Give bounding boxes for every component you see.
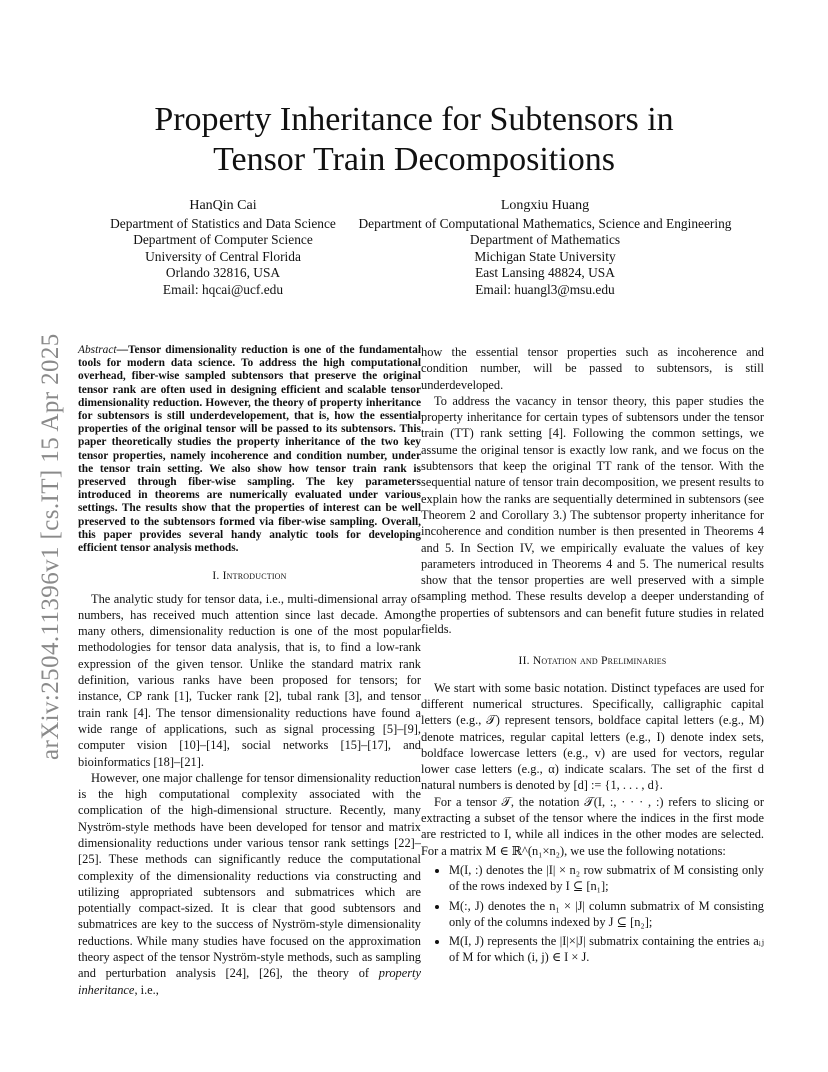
paragraph: To address the vacancy in tensor theory, this paper studies the property inheritance for certain types of subtensors under the tensor train (TT) rank setting [4]. Following the common settings, we assume the original tensor is exactly low rank, and we focus on the subtensors that keep the original TT rank of the tensor. With the sequential nature of tensor train decomposition, we present results to explain how the ranks are sequentially determined in subtensors (see Theorem 2 and Corollary 3.) The subtensor property inheritance for incoherence and condition number is then presented in Theorems 4 and 5. In Section IV, we empirically evaluate the values of key parameters introduced in Theorems 4 and 5. The numerical results show that the tensor properties are well preserved with a simple sampling method. These results develop a deeper understanding of the properties of subtensors and can benefit future studies in related fields.	[421, 393, 764, 637]
paragraph	[78, 770, 421, 998]
abstract-lead: Abstract	[78, 344, 117, 356]
paragraph: For a tensor 𝒯, the notation 𝒯(I, :, · · · , :) refers to slicing or extracting a subset of the tensor where the indices in the first mode are restricted to I, while all indices in the other modes are selected. For a matrix M ∈ ℝ^(n₁×n₂), we use the following notations:	[421, 794, 764, 858]
abstract	[78, 344, 421, 555]
paper-title	[0, 100, 828, 180]
paragraph: We start with some basic notation. Distinct typefaces are used for different numerical structures. Specifically, calligraphic capital letters (e.g., 𝒯) represent tensors, boldface capital letters (e.g., M) denote matrices, regular capital letters (e.g., I) denote index sets, boldface lowercase letters (e.g., v) are used for vectors, regular lower case letters (e.g., α) indicate scalars. The set of the first d natural numbers is denoted by [d] := {1, . . . , d}.	[421, 680, 764, 793]
author-address: Orlando 32816, USA	[165, 265, 281, 281]
left-column	[78, 344, 421, 998]
section-heading-notation: II. Notation and Preliminaries	[518, 654, 667, 668]
notation-list	[421, 862, 764, 966]
author-affiliation: University of Central Florida	[145, 248, 301, 264]
list-item: • M(I, J) represents the |I|×|J| submatrix containing the entries aᵢⱼ of M for which (i, j) ∈ I × J.	[449, 933, 764, 966]
author-affiliation: Michigan State University	[474, 248, 616, 264]
author-affiliation: Department of Mathematics	[469, 232, 621, 248]
author-affiliation: Department of Computer Science	[133, 232, 313, 248]
right-column	[421, 344, 764, 969]
title-line-2: Tensor Train Decompositions	[213, 141, 615, 178]
author-affiliation: Department of Statistics and Data Science	[110, 215, 336, 231]
paragraph: The analytic study for tensor data, i.e., multi-dimensional array of numbers, has received much attention since last decade. Among many others, dimensionality reduction is one of the most popular methodologies for tensor data analysis, that is, to find a low-rank expression of the given tensor. Unlike the standard matrix rank definition, various ranks have been proposed for tensors; for instance, CP rank [1], Tucker rank [2], tubal rank [3], and tensor train rank [4]. The tensor dimensionality reductions have found a wide range of applications, such as signal processing [5]–[9], computer vision [10]–[14], social networks [15]–[17], and bioinformatics [18]–[21].	[78, 591, 421, 769]
author-email: Email: hqcai@ucf.edu	[162, 281, 284, 297]
author-name: HanQin Cai	[189, 198, 257, 213]
emphasis-text: property inheritance	[78, 966, 421, 997]
author-name: Longxiu Huang	[500, 198, 590, 213]
list-item: • M(I, :) denotes the |I| × n₂ row submatrix of M consisting only of the rows indexed by I ⊆ [n₁];	[449, 862, 764, 895]
paragraph-text: , i.e.,	[134, 982, 159, 997]
author-block-2	[340, 198, 750, 299]
arxiv-stamp: arXiv:2504.11396v1 [cs.IT] 15 Apr 2025	[37, 333, 64, 760]
author-block-1	[68, 198, 378, 299]
section-heading-introduction: I. Introduction	[212, 569, 287, 583]
list-item: • M(:, J) denotes the n₁ × |J| column submatrix of M consisting only of the columns indexed by J ⊆ [n₂];	[449, 898, 764, 931]
title-line-1: Property Inheritance for Subtensors in	[154, 101, 674, 138]
author-affiliation: Department of Computational Mathematics, Science and Engineering	[358, 215, 732, 231]
author-email: Email: huangl3@msu.edu	[475, 281, 615, 297]
abstract-body: —Tensor dimensionality reduction is one of the fundamental tools for modern data science. To address the high computational overhead, fiber-wise sampled subtensors that preserve the original tensor rank are often used in designing efficient and scalable tensor dimensionality reduction. However, the theory of property inheritance for subtensors is still underdevelopement, that is, how the essential properties of the original tensor will be passed to its subtensors. This paper theoretically studies the property inheritance of the two key tensor properties, namely incoherence and condition number, under the tensor train setting. We also show how tensor train rank is preserved through fiber-wise sampling. The key parameters introduced in theorems are numerically evaluated under various settings. The results show that the properties of interest can be well preserved to the subtensors formed via fiber-wise sampling. Overall, this paper provides several handy analytic tools for developing efficient tensor analysis methods.	[78, 344, 421, 555]
paragraph-text: However, one major challenge for tensor dimensionality reduction is the high computational complexity associated with the complication of the high-dimensional structure. Recently, many Nyström-style methods have been developed for tensor and matrix dimensionality reductions under various tensor rank settings [22]–[25]. These methods can significantly reduce the computational complexity of the dimensionality reductions via constructing and utilizing appropriated subtensors and submatrices which are potentially compact-sized. It is clear that good subtensors and submatrices are key to the success of Nyström-style dimensionality reductions. While many studies have focused on the approximation theory aspect of the tensor Nyström-style methods, such as sampling and perturbation analysis [24], [26], the theory of	[78, 770, 421, 981]
author-address: East Lansing 48824, USA	[475, 265, 615, 281]
paragraph: how the essential tensor properties such as incoherence and condition number, will be passed to subtensors, is still underdeveloped.	[421, 345, 764, 392]
